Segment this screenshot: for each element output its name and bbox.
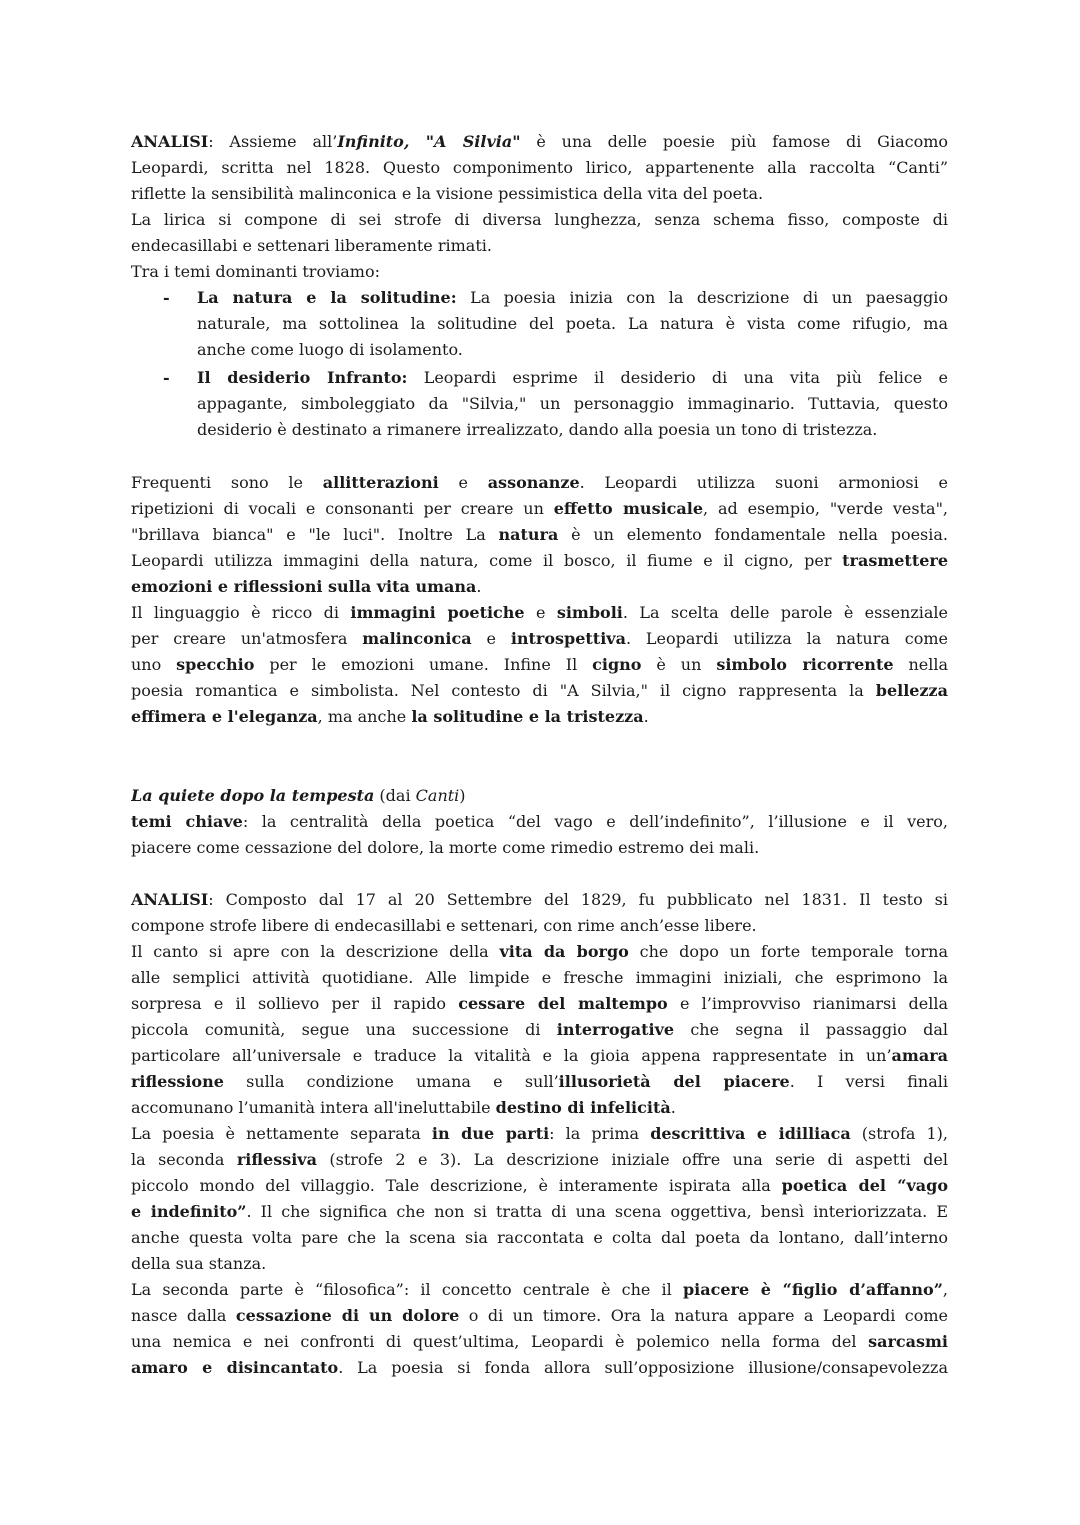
emphasized-text: immagini poetiche	[350, 603, 525, 622]
text-line	[131, 1251, 948, 1277]
text-segment: anche come luogo di isolamento.	[197, 340, 463, 359]
text-segment: accomunano l’umanità intera all'ineluttabile	[131, 1098, 496, 1117]
text-segment: e l’improvviso rianimarsi della	[667, 994, 948, 1013]
text-segment: anche questa volta pare che la scena sia raccontata e colta dal poeta da lontano, dall’interno	[131, 1228, 948, 1247]
text-line	[197, 417, 948, 443]
emphasized-text: illusorietà del piacere	[558, 1072, 790, 1091]
emphasized-text: in due parti	[431, 1124, 550, 1143]
text-line	[131, 1017, 948, 1043]
text-segment: Leopardi utilizza immagini della natura, come il bosco, il fiume e il cigno, per	[131, 551, 843, 570]
text-segment: alle semplici attività quotidiane. Alle limpide e fresche immagini iniziali, che esprimono la	[131, 968, 948, 987]
emphasized-text: cigno	[592, 655, 642, 674]
text-line	[131, 887, 948, 913]
text-segment: Tra i temi dominanti troviamo:	[131, 262, 380, 281]
text-line	[197, 365, 948, 391]
emphasized-text: la solitudine e la tristezza	[411, 707, 644, 726]
text-line	[131, 809, 948, 835]
emphasized-text: effetto musicale	[553, 499, 704, 518]
emphasized-text: Il desiderio Infranto:	[197, 368, 408, 387]
paragraph	[131, 129, 948, 207]
bullet-item	[131, 285, 948, 363]
text-segment: sorpresa e il sollievo per il rapido	[131, 994, 459, 1013]
bullet-dash-icon: -	[163, 288, 170, 307]
text-line	[131, 1147, 948, 1173]
emphasized-text: simbolo ricorrente	[716, 655, 894, 674]
paragraph	[131, 809, 948, 861]
emphasized-text: La quiete dopo la tempesta	[131, 786, 375, 805]
paragraph	[131, 600, 948, 730]
text-segment: .	[670, 1098, 676, 1117]
text-segment: . La scelta delle parole è essenziale	[622, 603, 948, 622]
text-line	[131, 470, 948, 496]
bullet-dash-icon: -	[163, 368, 170, 387]
text-line	[131, 939, 948, 965]
text-line	[131, 1277, 948, 1303]
emphasized-text: specchio	[176, 655, 255, 674]
emphasized-text: Infinito, "A Silvia"	[337, 132, 521, 151]
text-segment: naturale, ma sottolinea la solitudine del poeta. La natura è vista come rifugio, ma	[197, 314, 948, 333]
emphasized-text: vita da borgo	[499, 942, 629, 961]
text-line	[131, 678, 948, 704]
emphasized-text: destino di infelicità	[495, 1098, 671, 1117]
text-line	[131, 783, 948, 809]
text-segment: . Leopardi utilizza la natura come	[625, 629, 948, 648]
text-segment: , ma anche	[317, 707, 412, 726]
emphasized-text: riflessione	[131, 1072, 224, 1091]
emphasized-text: poetica del “vago	[781, 1176, 948, 1195]
text-segment: piccolo mondo del villaggio. Tale descrizione, è interamente ispirata alla	[131, 1176, 782, 1195]
text-segment: per le emozioni umane. Infine Il	[254, 655, 593, 674]
emphasized-text: assonanze	[487, 473, 580, 492]
text-segment: riflette la sensibilità malinconica e la visione pessimistica della vita del poeta.	[131, 184, 764, 203]
emphasized-text: ANALISI	[131, 890, 209, 909]
text-segment: è un elemento fondamentale nella poesia.	[558, 525, 948, 544]
bullet-item	[131, 365, 948, 443]
text-line	[131, 259, 948, 285]
emphasized-text: e indefinito”	[131, 1202, 247, 1221]
text-line	[197, 337, 948, 363]
text-line	[131, 181, 948, 207]
text-line	[131, 496, 948, 522]
emphasized-text: interrogative	[556, 1020, 675, 1039]
paragraph	[131, 207, 948, 259]
text-line	[197, 311, 948, 337]
text-segment: ripetizioni di vocali e consonanti per creare un	[131, 499, 554, 518]
emphasized-text: riflessiva	[236, 1150, 317, 1169]
text-line	[131, 1199, 948, 1225]
text-segment: poesia romantica e simbolista. Nel contesto di "A Silvia," il cigno rappresenta la	[131, 681, 876, 700]
text-segment: : Assieme all’	[208, 132, 338, 151]
text-segment: La poesia inizia con la descrizione di un paesaggio	[456, 288, 948, 307]
text-segment: endecasillabi e settenari liberamente rimati.	[131, 236, 492, 255]
text-segment: . I versi finali	[789, 1072, 948, 1091]
emphasized-text: cessare del maltempo	[458, 994, 668, 1013]
text-segment: )	[459, 786, 466, 805]
text-segment: Leopardi esprime il desiderio di una vita più felice e	[407, 368, 948, 387]
text-segment: sulla condizione umana e sull’	[223, 1072, 559, 1091]
text-segment: e	[438, 473, 488, 492]
emphasized-text: trasmettere	[842, 551, 948, 570]
text-segment: piccola comunità, segue una successione di	[131, 1020, 557, 1039]
emphasized-text: Canti	[415, 786, 460, 805]
text-line	[131, 522, 948, 548]
text-line	[131, 1173, 948, 1199]
text-segment: particolare all’universale e traduce la vitalità e la gioia appena rappresentate in un’	[131, 1046, 892, 1065]
text-segment: (strofa 1),	[850, 1124, 948, 1143]
paragraph	[131, 470, 948, 600]
emphasized-text: natura	[498, 525, 559, 544]
text-line	[131, 233, 948, 259]
text-line	[131, 1043, 948, 1069]
emphasized-text: emozioni e riflessioni sulla vita umana	[131, 577, 477, 596]
text-line	[131, 991, 948, 1017]
text-segment: : la prima	[549, 1124, 651, 1143]
text-segment: compone strofe libere di endecasillabi e settenari, con rime anch’esse libere.	[131, 916, 757, 935]
text-line	[131, 600, 948, 626]
text-line	[197, 285, 948, 311]
text-segment: e	[524, 603, 557, 622]
text-segment: desiderio è destinato a rimanere irrealizzato, dando alla poesia un tono di tristezza.	[197, 420, 878, 439]
text-segment: , ad esempio, "verde vesta",	[703, 499, 948, 518]
emphasized-text: amara	[891, 1046, 948, 1065]
text-line	[131, 1225, 948, 1251]
text-segment: Leopardi, scritta nel 1828. Questo componimento lirico, appartenente alla raccolta “Canti”	[131, 158, 948, 177]
text-line	[131, 1303, 948, 1329]
document-page	[131, 129, 948, 1381]
paragraph	[131, 1277, 948, 1381]
paragraph	[131, 939, 948, 1121]
paragraph	[131, 1121, 948, 1277]
text-segment: della sua stanza.	[131, 1254, 267, 1273]
text-segment: . La poesia si fonda allora sull’opposizione illusione/consapevolezza	[338, 1358, 948, 1377]
text-segment: "brillava bianca" e "le luci". Inoltre La	[131, 525, 499, 544]
text-line	[131, 626, 948, 652]
emphasized-text: effimera e l'eleganza	[131, 707, 318, 726]
text-line	[131, 1069, 948, 1095]
text-segment: uno	[131, 655, 177, 674]
text-segment: nasce dalla	[131, 1306, 236, 1325]
text-line	[131, 1121, 948, 1147]
emphasized-text: malinconica	[362, 629, 472, 648]
text-line	[131, 965, 948, 991]
text-segment: (dai	[374, 786, 416, 805]
text-segment: e	[471, 629, 511, 648]
paragraph	[131, 259, 948, 285]
text-line	[131, 548, 948, 574]
text-segment: . Il che significa che non si tratta di una scena oggettiva, bensì interiorizzata. E	[246, 1202, 948, 1221]
text-line	[131, 835, 948, 861]
text-segment: appagante, simboleggiato da "Silvia," un personaggio immaginario. Tuttavia, questo	[197, 394, 948, 413]
text-segment: è un	[641, 655, 717, 674]
text-line	[131, 155, 948, 181]
text-segment: (strofe 2 e 3). La descrizione iniziale offre una serie di aspetti del	[316, 1150, 948, 1169]
text-segment: Il linguaggio è ricco di	[131, 603, 351, 622]
text-line	[131, 704, 948, 730]
text-segment: Frequenti sono le	[131, 473, 323, 492]
text-segment: .	[476, 577, 482, 596]
text-segment: è una delle poesie più famose di Giacomo	[520, 132, 948, 151]
emphasized-text: allitterazioni	[322, 473, 439, 492]
text-line	[131, 207, 948, 233]
text-line	[131, 652, 948, 678]
emphasized-text: cessazione di un dolore	[235, 1306, 460, 1325]
text-segment: per creare un'atmosfera	[131, 629, 363, 648]
text-segment: Il canto si apre con la descrizione della	[131, 942, 500, 961]
text-segment: . Leopardi utilizza suoni armoniosi e	[579, 473, 948, 492]
text-segment: La seconda parte è “filosofica”: il concetto centrale è che il	[131, 1280, 683, 1299]
emphasized-text: bellezza	[875, 681, 948, 700]
text-line	[131, 1329, 948, 1355]
text-line	[131, 1095, 948, 1121]
emphasized-text: introspettiva	[510, 629, 626, 648]
emphasized-text: La natura e la solitudine:	[197, 288, 457, 307]
text-segment: che dopo un forte temporale torna	[628, 942, 948, 961]
text-line	[131, 129, 948, 155]
text-line	[131, 913, 948, 939]
text-segment: la seconda	[131, 1150, 237, 1169]
text-segment: nella	[893, 655, 948, 674]
text-segment: o di un timore. Ora la natura appare a Leopardi come	[459, 1306, 948, 1325]
emphasized-text: simboli	[556, 603, 623, 622]
emphasized-text: descrittiva e idilliaca	[650, 1124, 851, 1143]
text-segment: La poesia è nettamente separata	[131, 1124, 432, 1143]
emphasized-text: piacere è “figlio d’affanno”	[682, 1280, 943, 1299]
emphasized-text: sarcasmi	[868, 1332, 948, 1351]
text-segment: piacere come cessazione del dolore, la morte come rimedio estremo dei mali.	[131, 838, 760, 857]
text-segment: una nemica e nei confronti di quest’ultima, Leopardi è polemico nella forma del	[131, 1332, 869, 1351]
text-segment: : Composto dal 17 al 20 Settembre del 1829, fu pubblicato nel 1831. Il testo si	[208, 890, 948, 909]
paragraph	[131, 783, 948, 809]
emphasized-text: temi chiave	[131, 812, 243, 831]
text-line	[197, 391, 948, 417]
text-segment: La lirica si compone di sei strofe di diversa lunghezza, senza schema fisso, composte di	[131, 210, 948, 229]
text-line	[131, 1355, 948, 1381]
emphasized-text: amaro e disincantato	[131, 1358, 339, 1377]
text-line	[131, 574, 948, 600]
text-segment: .	[643, 707, 649, 726]
text-segment: che segna il passaggio dal	[674, 1020, 948, 1039]
emphasized-text: ANALISI	[131, 132, 209, 151]
text-segment: : la centralità della poetica “del vago e dell’indefinito”, l’illusione e il vero,	[242, 812, 948, 831]
text-segment: ,	[942, 1280, 948, 1299]
paragraph	[131, 887, 948, 939]
